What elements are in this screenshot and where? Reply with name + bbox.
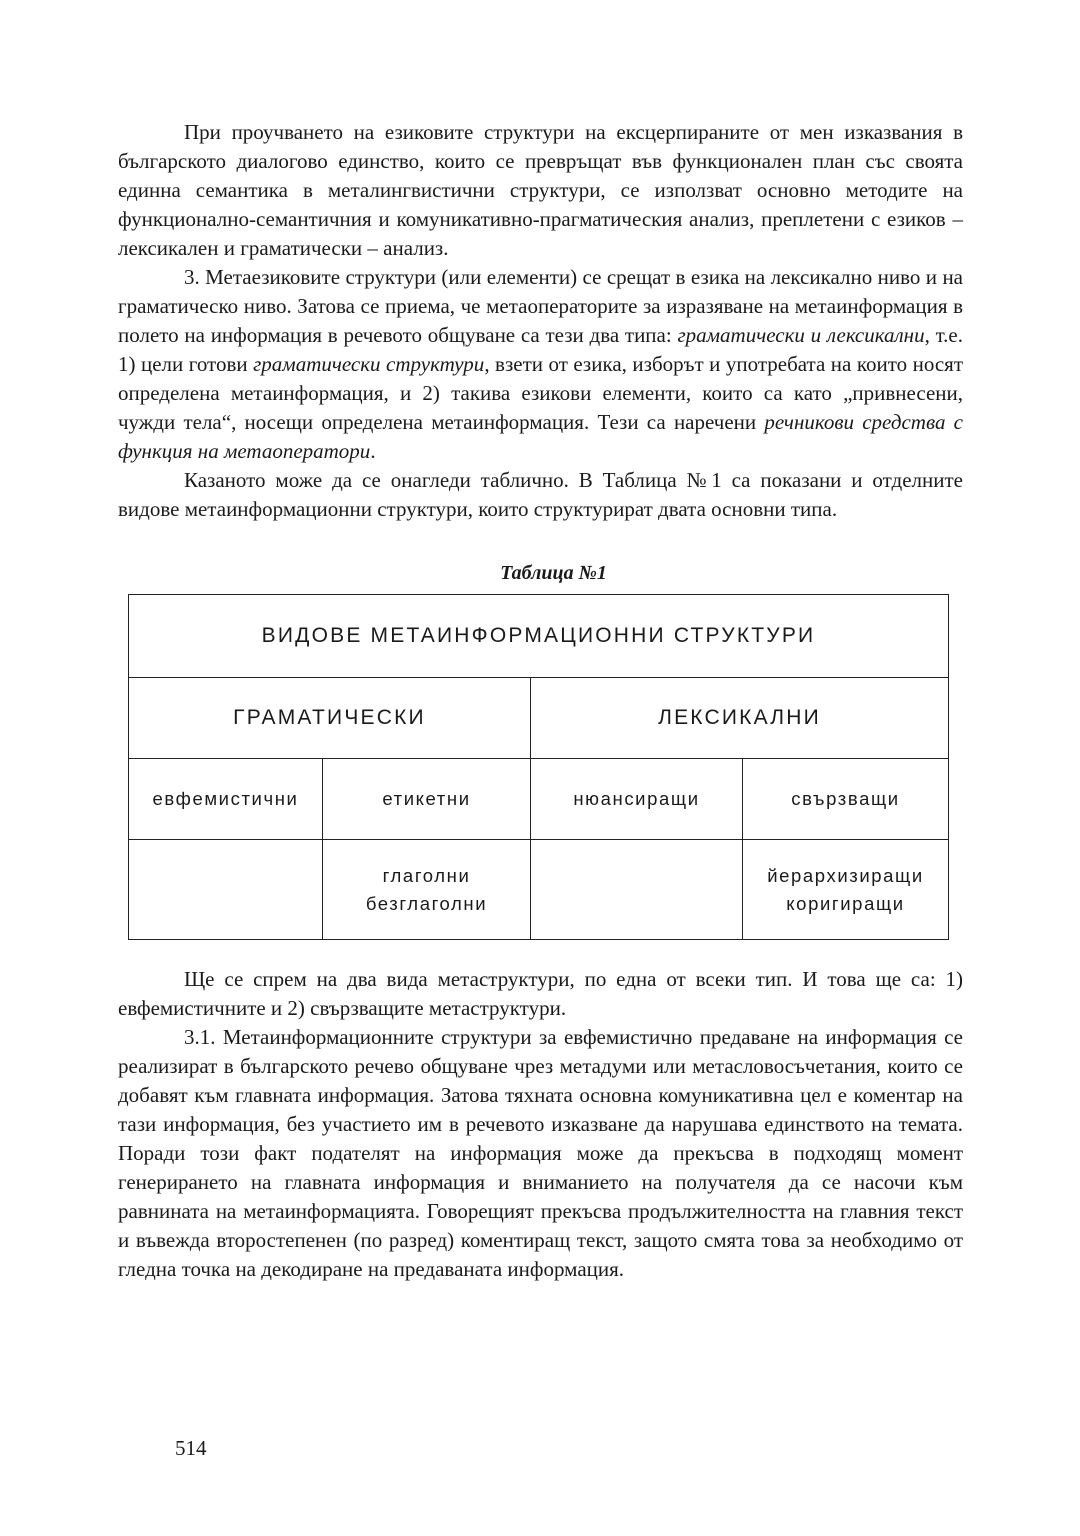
paragraph-2-italic-1: граматически и лексикални: [677, 323, 925, 347]
subtype-cell-empty-2: [531, 840, 743, 940]
table-group-row: [129, 678, 949, 759]
page-number: 514: [175, 1436, 207, 1460]
subtype-nonverbal: безглаголни: [365, 892, 488, 914]
metainformation-table: [128, 594, 949, 940]
table-caption: Таблица №1: [500, 562, 607, 584]
subtype-hierarchizing: йерархизиращи: [767, 864, 924, 886]
type-cell-euphemistic: евфемистични: [129, 759, 323, 840]
subtype-cell-label: [323, 840, 531, 940]
type-cell-connecting: свързващи: [743, 759, 949, 840]
table-type-row: [129, 759, 949, 840]
type-cell-label: етикетни: [323, 759, 531, 840]
paragraph-2: [118, 263, 963, 466]
paragraph-2-italic-2: граматически структури: [253, 352, 485, 376]
paragraph-3: Казаното може да се онагледи таблично. В Таблица №1 са показани и отделните видове метаинформационни структури, които структурират двата основни типа.: [118, 468, 963, 521]
paragraph-5: 3.1. Метаинформационните структури за евфемистично предаване на информация се реализират в българското речево общуване чрез метадуми или метасловосъчетания, които се добавят към главната информация. Затова тяхната основна комуникативна цел е коментар на тази информация, без участието им в речевото изказване да нарушава единството на темата. Поради този факт подателят на информация може да прекъсва в подходящ момент генерирането на главната информация и вниманието на получателя да се насочи към равнината на метаинформацията. Говорещият прекъсва продължителността на главния текст и въвежда второстепенен (по разред) коментиращ текст, защото смята това за необходимо от гледна точка на декодиране на предаваната информация.: [118, 1025, 963, 1281]
subtype-cell-empty-1: [129, 840, 323, 940]
group-cell-grammatical: ГРАМАТИЧЕСКИ: [129, 678, 531, 759]
table-subtype-row: [129, 840, 949, 940]
paragraph-2-text-4: .: [370, 439, 376, 463]
paragraph-1: При проучването на езиковите структури на ексцерпираните от мен изказвания в българското диалогово единство, които се превръщат във функционален план със своята единна семантика в металингвистични структури, се използват основно методите на функционално-семантичния и комуникативно-прагматическия анализ, преплетени с езиков – лексикален и граматически – анализ.: [118, 120, 963, 260]
page-content: [118, 118, 963, 1284]
subtype-cell-connecting: [743, 840, 949, 940]
paragraph-2-text-1: 3. Метаезиковите структури (или елементи) се срещат в езика на лексикално ниво и на граматическо ниво. Затова се приема, че метаоператорите за изразяване на метаинформация в полето на информация в речевото общуване са тези два типа:: [118, 265, 963, 347]
paragraph-4: Ще се спрем на два вида метаструктури, по една от всеки тип. И това ще са: 1) евфемистичните и 2) свързващите метаструктури.: [118, 967, 963, 1020]
table-header-row: [129, 595, 949, 678]
paragraph-2-italic-3: речникови средства с функция на метаоператори: [118, 410, 963, 463]
subtype-correcting: коригиращи: [786, 892, 905, 914]
table-header-cell: ВИДОВЕ МЕТАИНФОРМАЦИОННИ СТРУКТУРИ: [129, 595, 949, 678]
paragraph-2-text-3: , взети от езика, изборът и употребата на които носят определена метаинформация, и 2) такива езикови елементи, които са като „привнесени, чужди тела“, носещи определена метаинформация. Тези са наречени: [118, 352, 964, 434]
paragraph-2-text-2: , т.е. 1) цели готови: [118, 323, 963, 376]
group-cell-lexical: ЛЕКСИКАЛНИ: [531, 678, 949, 759]
type-cell-nuancing: нюансиращи: [531, 759, 743, 840]
subtype-verbal: глаголни: [382, 864, 471, 886]
